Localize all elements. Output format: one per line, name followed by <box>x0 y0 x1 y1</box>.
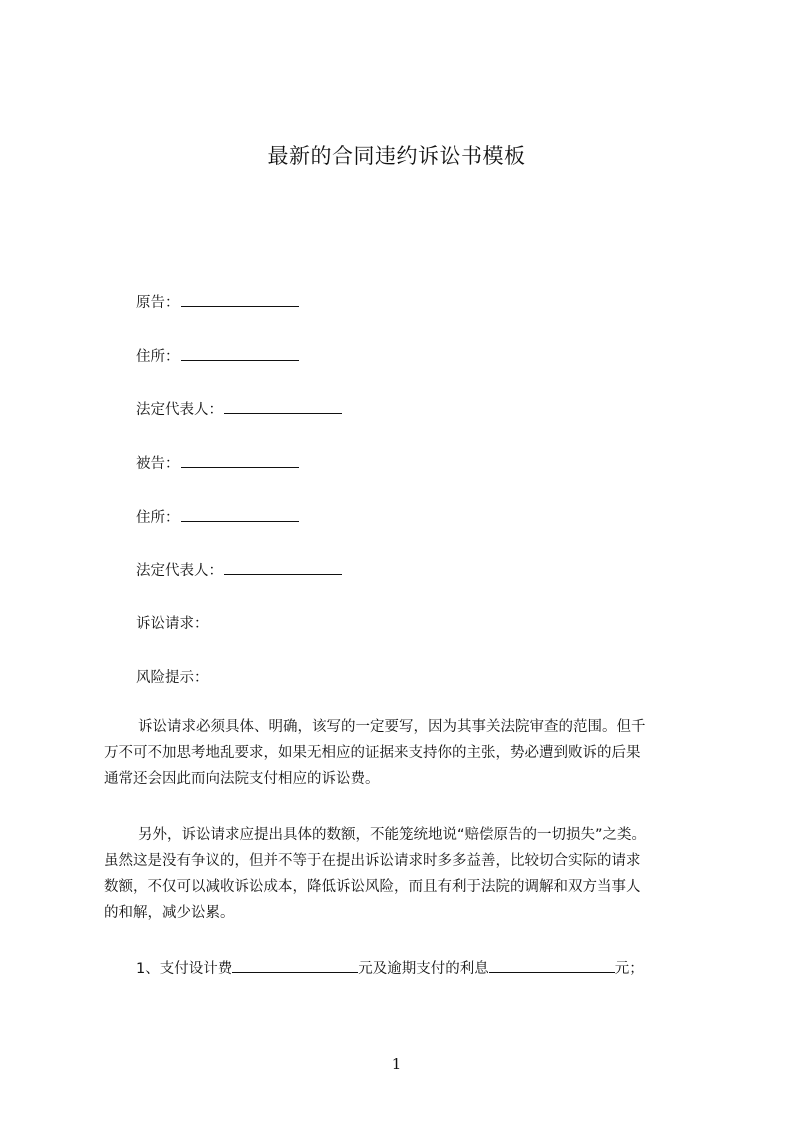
paragraph-line: 虽然这是没有争议的，但并不等于在提出诉讼请求时多多益善，比较切合实际的请求 <box>104 853 641 869</box>
defendant-blank <box>181 453 299 468</box>
paragraph-line: 通常还会因此而向法院支付相应的诉讼费。 <box>104 771 380 787</box>
claim-item-1-suffix: 元； <box>614 961 644 977</box>
defendant-label: 被告： <box>136 456 180 472</box>
risk-paragraph-1 <box>104 714 704 792</box>
defendant-representative-field <box>136 560 342 581</box>
plaintiff-address-field <box>136 346 299 367</box>
plaintiff-field <box>136 292 299 313</box>
plaintiff-representative-blank <box>224 399 342 414</box>
defendant-representative-blank <box>224 560 342 575</box>
page-number: 1 <box>391 1055 402 1073</box>
defendant-address-field <box>136 507 299 528</box>
design-fee-blank <box>232 958 358 973</box>
defendant-address-blank <box>181 507 299 522</box>
plaintiff-representative-label: 法定代表人： <box>136 402 223 418</box>
plaintiff-representative-field <box>136 399 342 420</box>
risk-paragraph-2 <box>104 822 704 926</box>
defendant-representative-label: 法定代表人： <box>136 563 223 579</box>
risk-heading: 风险提示： <box>136 670 209 686</box>
plaintiff-address-blank <box>181 346 299 361</box>
paragraph-line: 的和解，减少讼累。 <box>104 905 235 921</box>
paragraph-line: 诉讼请求必须具体、明确，该写的一定要写，因为其事关法院审查的范围。但千 <box>138 719 646 735</box>
interest-blank <box>489 958 615 973</box>
defendant-field <box>136 453 299 474</box>
claim-item-1-prefix: 1、支付设计费 <box>136 961 233 977</box>
claim-item-1-middle: 元及逾期支付的利息 <box>358 961 489 977</box>
claim-item-1 <box>136 958 644 979</box>
document-title: 最新的合同违约诉讼书模板 <box>267 144 526 168</box>
paragraph-line: 数额，不仅可以减收诉讼成本，降低诉讼风险，而且有利于法院的调解和双方当事人 <box>104 879 641 895</box>
plaintiff-blank <box>181 292 299 307</box>
paragraph-line: 另外，诉讼请求应提出具体的数额，不能笼统地说“赔偿原告的一切损失”之类。 <box>138 827 647 843</box>
claims-heading: 诉讼请求： <box>136 616 209 632</box>
defendant-address-label: 住所： <box>136 510 180 526</box>
paragraph-line: 万不可不加思考地乱要求，如果无相应的证据来支持你的主张，势必遭到败诉的后果 <box>104 745 641 761</box>
plaintiff-label: 原告： <box>136 295 180 311</box>
plaintiff-address-label: 住所： <box>136 349 180 365</box>
